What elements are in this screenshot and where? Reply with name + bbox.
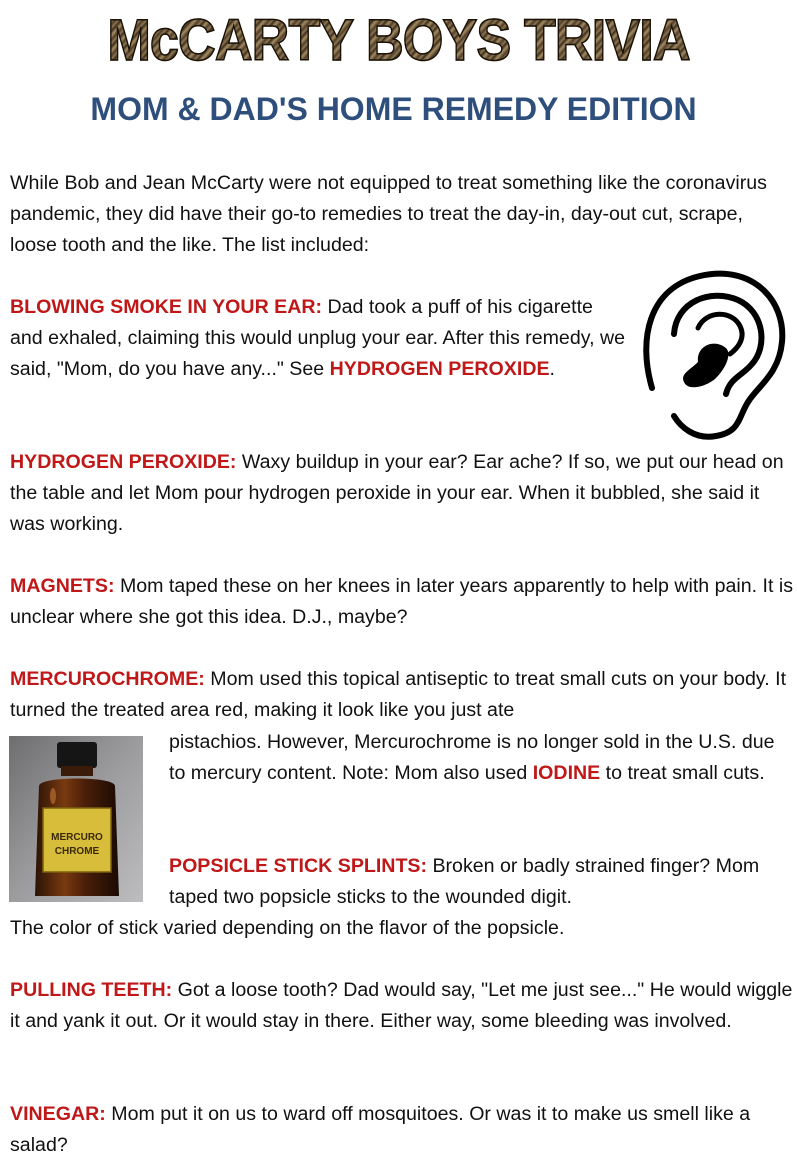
entry-term: MERCUROCHROME: (10, 668, 205, 690)
bottle-label-line1: MERCURO (51, 832, 103, 843)
entry-text: pistachios. However, Mercurochrome is no longer sold in the U.S. due to mercury content. Note: Mom also used (169, 731, 775, 784)
ear-icon (640, 270, 790, 440)
entry-magnets (10, 571, 795, 633)
entry-text: Mom put it on us to ward off mosquitoes. Or was it to make us smell like a salad? (10, 1103, 751, 1156)
entry-teeth (10, 975, 795, 1037)
mercurochrome-bottle-icon (9, 736, 143, 902)
entry-term: VINEGAR: (10, 1103, 106, 1125)
entry-text: Mom used this topical antiseptic to treat small cuts on your body. It turned the treated area red, making it look like you just ate (10, 668, 787, 721)
masthead-title: McCARTY BOYS TRIVIA (40, 10, 757, 72)
bottle-label-line2: CHROME (54, 846, 100, 857)
entry-popsicle (169, 851, 794, 913)
entry-end: . (549, 358, 555, 380)
entry-reference: HYDROGEN PEROXIDE (329, 358, 550, 380)
page-subtitle: MOM & DAD'S HOME REMEDY EDITION (90, 91, 697, 127)
entry-term: POPSICLE STICK SPLINTS: (169, 855, 428, 877)
entry-text: Mom taped these on her knees in later years apparently to help with pain. It is unclear where she got this idea. D.J., maybe? (10, 575, 794, 628)
entry-popsicle-continued: The color of stick varied depending on the flavor of the popsicle. (10, 917, 565, 939)
entry-term: HYDROGEN PEROXIDE: (10, 451, 237, 473)
entry-term: BLOWING SMOKE IN YOUR EAR: (10, 296, 323, 318)
entry-mercurochrome (10, 664, 795, 726)
entry-text: Got a loose tooth? Dad would say, "Let me just see..." He would wiggle it and yank it out. Or it would stay in there. Either way, some bleeding was involved. (10, 979, 793, 1032)
entry-reference: IODINE (532, 762, 601, 784)
entry-text: Broken or badly strained finger? Mom taped two popsicle sticks to the wounded digit. (169, 855, 760, 908)
entry-vinegar (10, 1099, 795, 1161)
entry-text: Waxy buildup in your ear? Ear ache? If so, we put our head on the table and let Mom pour hydrogen peroxide in your ear. When it bubbled, she said it was working. (10, 451, 784, 535)
entry-term: MAGNETS: (10, 575, 115, 597)
entry-term: PULLING TEETH: (10, 979, 173, 1001)
intro-paragraph: While Bob and Jean McCarty were not equipped to treat something like the coronavirus pandemic, they did have their go-to remedies to treat the day-in, day-out cut, scrape, loose tooth and the like. The list included: (10, 172, 767, 256)
entry-end: to treat small cuts. (600, 762, 765, 784)
entry-peroxide (10, 447, 795, 540)
entry-text: Dad took a puff of his cigarette and exhaled, claiming this would unplug your ear. After this remedy, we said, "Mom, do you have any..." See (10, 296, 626, 380)
entry-smoke (10, 292, 625, 385)
entry-mercurochrome-continued (169, 727, 789, 789)
